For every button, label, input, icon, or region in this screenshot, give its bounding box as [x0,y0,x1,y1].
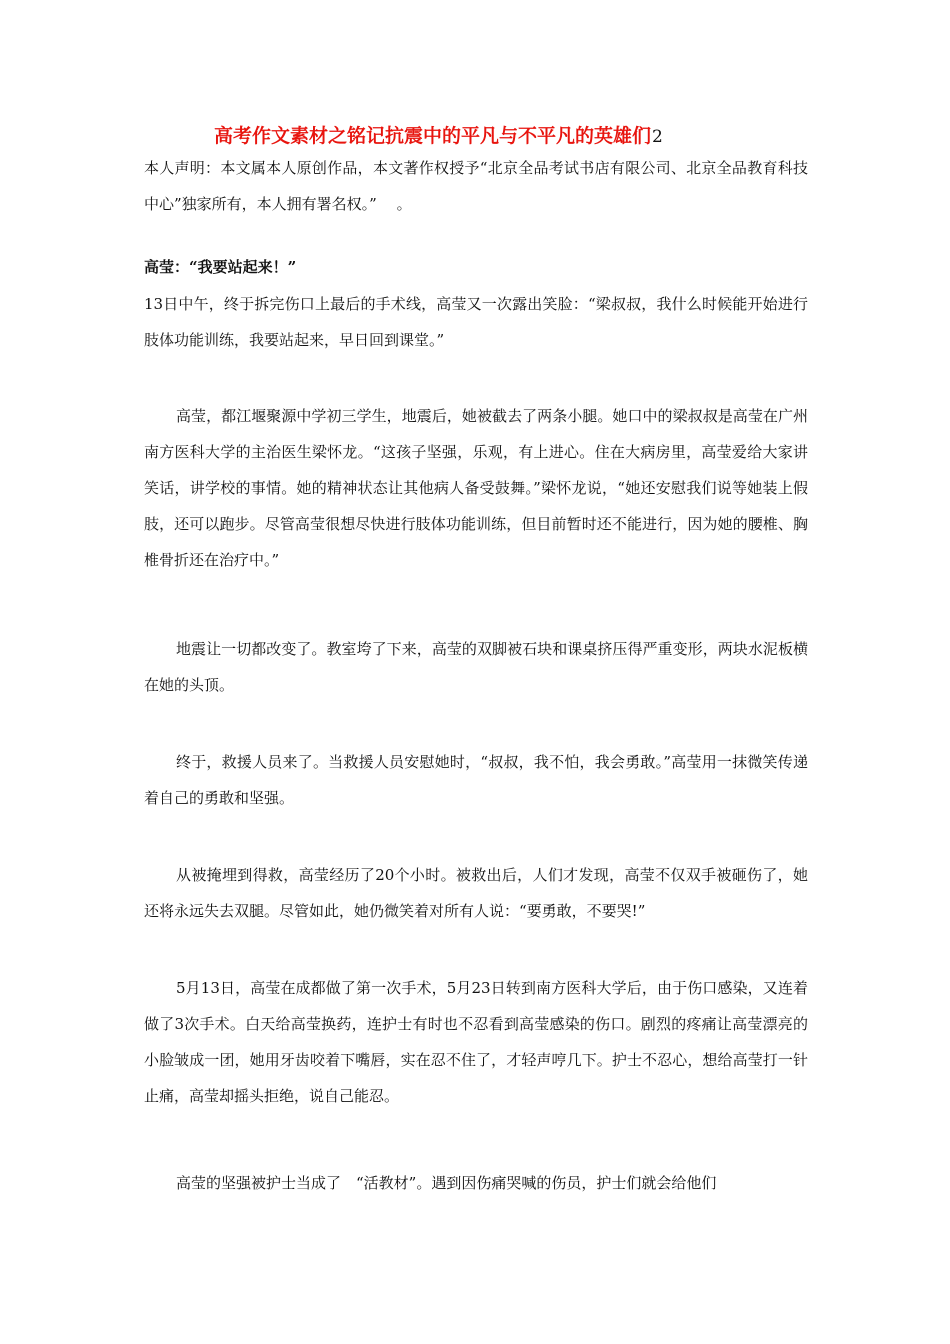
paragraph-1: 13日中午，终于拆完伤口上最后的手术线，高莹又一次露出笑脸：“梁叔叔，我什么时候能开始进行肢体功能训练，我要站起来，早日回到课堂。” [144,295,808,349]
paragraph-7: 高莹的坚强被护士当成了 “活教材”。遇到因伤痛哭喊的伤员，护士们就会给他们 [176,1174,717,1192]
paragraph-2: 高莹，都江堰聚源中学初三学生，地震后，她被截去了两条小腿。她口中的梁叔叔是高莹在广州南方医科大学的主治医生梁怀龙。“这孩子坚强，乐观，有上进心。住在大病房里，高莹爱给大家讲笑话，讲学校的事情。她的精神状态让其他病人备受鼓舞。”梁怀龙说，“她还安慰我们说等她装上假肢，还可以跑步。尽管高莹很想尽快进行肢体功能训练，但目前暂时还不能进行，因为她的腰椎、胸椎骨折还在治疗中。” [144,407,808,569]
document-title [214,124,663,149]
title-text: 高考作文素材之铭记抗震中的平凡与不平凡的英雄们 [214,125,652,147]
author-declaration: 本人声明：本文属本人原创作品，本文著作权授予“北京全品考试书店有限公司、北京全品教育科技中心”独家所有，本人拥有署名权。” 。 [144,159,808,213]
paragraph-5: 从被掩埋到得救，高莹经历了20个小时。被救出后，人们才发现，高莹不仅双手被砸伤了，她还将永远失去双腿。尽管如此，她仍微笑着对所有人说：“要勇敢，不要哭!” [144,866,808,920]
paragraph-4: 终于，救援人员来了。当救援人员安慰她时，“叔叔，我不怕，我会勇敢。”高莹用一抹微笑传递着自己的勇敢和坚强。 [144,753,808,807]
title-suffix: 2 [652,127,663,147]
paragraph-6: 5月13日，高莹在成都做了第一次手术，5月23日转到南方医科大学后，由于伤口感染，又连着做了3次手术。白天给高莹换药，连护士有时也不忍看到高莹感染的伤口。剧烈的疼痛让高莹漂亮的小脸皱成一团，她用牙齿咬着下嘴唇，实在忍不住了，才轻声哼几下。护士不忍心，想给高莹打一针止痛，高莹却摇头拒绝，说自己能忍。 [144,979,808,1105]
section-heading: 高莹：“我要站起来！” [144,258,297,276]
paragraph-3: 地震让一切都改变了。教室垮了下来，高莹的双脚被石块和课桌挤压得严重变形，两块水泥板横在她的头顶。 [144,640,808,694]
